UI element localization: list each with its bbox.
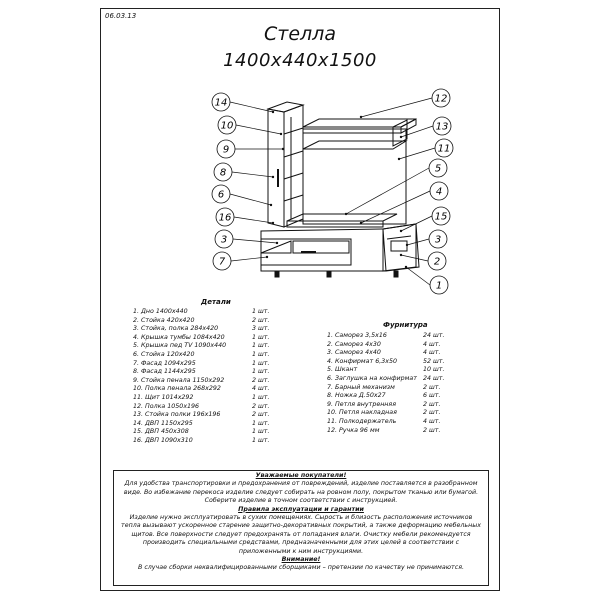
document-code: 06.03.13 [105, 12, 137, 20]
callout-dot [272, 111, 274, 113]
detail-name: 2. Стойка 420х420 [133, 316, 195, 324]
detail-name: 8. Фасад 1144х295 [133, 368, 196, 376]
hardware-qty: 2 шт. [423, 426, 441, 434]
detail-row [133, 394, 283, 403]
hardware-name: 4. Конфирмат 6,3х50 [327, 357, 397, 365]
detail-name: 3. Стойка, полка 284х420 [133, 325, 219, 333]
hardware-qty: 6 шт. [423, 392, 441, 400]
callout-number: 3 [220, 234, 228, 246]
callout-leader [234, 217, 273, 223]
detail-qty: 2 шт. [252, 402, 270, 410]
pencil-shelf-1 [284, 128, 303, 134]
detail-qty: 1 шт. [252, 342, 270, 350]
detail-name: 13. Стойка полки 196х196 [133, 411, 221, 419]
pencil-shelf-2 [284, 151, 303, 157]
instruction-sheet [100, 8, 500, 591]
callout-number: 13 [435, 121, 449, 133]
callout-number: 2 [433, 256, 441, 268]
detail-row [133, 360, 283, 369]
detail-qty: 1 шт. [252, 419, 270, 427]
notes-box [113, 470, 489, 586]
leg-3 [394, 271, 398, 277]
callout-leader [230, 102, 273, 112]
hardware-qty: 52 шт. [423, 357, 445, 365]
callout-dot [276, 242, 278, 244]
side-box-shelf [387, 236, 411, 239]
product-title: Стелла [264, 23, 336, 45]
hardware-row [327, 418, 479, 427]
detail-qty: 2 шт. [252, 411, 270, 419]
hardware-title: Фурнитура [383, 321, 428, 329]
hardware-row [327, 384, 479, 393]
hardware-name: 1. Саморез 3,5х16 [327, 332, 387, 339]
hardware-qty: 2 шт. [423, 409, 441, 417]
detail-qty: 1 шт. [252, 436, 270, 444]
hardware-row [327, 349, 479, 358]
detail-name: 16. ДВП 1090х310 [133, 436, 193, 444]
leg-2 [327, 271, 331, 277]
detail-name: 15. ДВП 450х308 [133, 428, 189, 436]
hardware-row [327, 341, 479, 350]
hardware-row [327, 427, 479, 436]
hardware-row [327, 366, 479, 375]
hardware-list [327, 332, 479, 435]
detail-qty: 1 шт. [252, 350, 270, 358]
callout-leader [399, 148, 435, 159]
hardware-qty: 4 шт. [423, 340, 441, 348]
callout-number: 8 [219, 167, 227, 179]
detail-row [133, 428, 283, 437]
upper-shelf-front [303, 127, 401, 133]
callout-dot [280, 133, 282, 135]
hardware-name: 2. Саморез 4х30 [327, 340, 381, 348]
hardware-row [327, 375, 479, 384]
side-box [383, 224, 416, 271]
details-title: Детали [201, 298, 231, 306]
callout-dot [282, 148, 284, 150]
notes-paragraph-transport: Для удобства транспортировки и предохранения от повреждений, изделие поставляется в разобранном виде. Во избежание перекоса изделие следует собирать на ровном полу, покрытом тканью или бумагой. Соберите изделие в точном соответствии с инструкцией. [123, 480, 479, 505]
detail-name: 10. Полка пенала 268х292 [133, 385, 221, 393]
pencil-shelf-3 [284, 173, 303, 179]
leg-1 [275, 271, 279, 277]
callout-leader [407, 239, 429, 245]
hardware-row [327, 332, 479, 341]
back-shield [303, 129, 406, 224]
hardware-qty: 24 шт. [423, 332, 445, 339]
callout-number: 5 [434, 163, 442, 175]
hardware-qty: 4 шт. [423, 417, 441, 425]
hardware-name: 5. Шкант [327, 366, 358, 374]
detail-qty: 1 шт. [252, 359, 270, 367]
details-list [133, 308, 283, 446]
product-dimensions: 1400х440х1500 [223, 50, 377, 71]
callout-leader [361, 98, 432, 117]
callout-dot [270, 204, 272, 206]
detail-qty: 1 шт. [252, 333, 270, 341]
notes-content [114, 471, 488, 574]
detail-qty: 1 шт. [252, 428, 270, 436]
detail-name: 11. Щит 1014х292 [133, 393, 194, 401]
detail-row [133, 377, 283, 386]
hardware-qty: 4 шт. [423, 349, 441, 357]
detail-qty: 1 шт. [252, 393, 270, 401]
callout-dot [345, 213, 347, 215]
callout-leader [230, 194, 271, 205]
detail-row [133, 351, 283, 360]
detail-qty: 3 шт. [252, 325, 270, 333]
hardware-row [327, 358, 479, 367]
callout-number: 10 [220, 120, 234, 132]
detail-qty: 2 шт. [252, 316, 270, 324]
callout-dot [398, 158, 400, 160]
callout-dot [400, 136, 402, 138]
hardware-row [327, 409, 479, 418]
detail-name: 5. Крышка пед TV 1090х440 [133, 342, 227, 350]
hardware-row [327, 401, 479, 410]
detail-name: 6. Стойка 120х420 [133, 350, 195, 358]
callout-leader [233, 239, 277, 243]
detail-row [133, 317, 283, 326]
detail-row [133, 308, 283, 317]
callout-number: 6 [217, 189, 225, 201]
hardware-name: 7. Барный механизм [327, 383, 395, 391]
hardware-qty: 2 шт. [423, 400, 441, 408]
detail-row [133, 420, 283, 429]
hardware-name: 6. Заглушка на конфирмат [327, 374, 417, 382]
callout-leader [346, 168, 429, 214]
callout-number: 14 [214, 97, 228, 109]
callout-number: 15 [434, 211, 448, 223]
detail-name: 9. Стойка пенала 1150х292 [133, 376, 225, 384]
callout-leader [232, 172, 273, 177]
upper-shelf-top [303, 119, 416, 127]
hardware-name: 3. Саморез 4х40 [327, 349, 381, 357]
callout-dot [400, 254, 402, 256]
callout-number: 16 [218, 212, 232, 224]
callout-dot [360, 116, 362, 118]
hardware-qty: 24 шт. [423, 374, 445, 382]
callout-leader [401, 255, 428, 261]
detail-name: 1. Дно 1400х440 [133, 308, 188, 315]
pencil-case-front [268, 109, 284, 227]
callout-number: 9 [222, 144, 230, 156]
detail-row [133, 325, 283, 334]
callout-dot [266, 256, 268, 258]
detail-name: 12. Полка 1050х196 [133, 402, 200, 410]
hardware-qty: 2 шт. [423, 383, 441, 391]
side-box-inner [391, 241, 407, 251]
detail-name: 7. Фасад 1094х295 [133, 359, 196, 367]
callout-number: 7 [218, 256, 226, 268]
cabinet-body [261, 224, 419, 271]
notes-heading-rules: Правила эксплуатации и гарантии [238, 505, 364, 513]
hardware-row [327, 392, 479, 401]
notes-heading-customers: Уважаемые покупатели! [255, 472, 347, 479]
detail-row [133, 437, 283, 446]
notes-paragraph-warning: В случае сборки неквалифицированными сборщиками – претензии по качеству не принимаются. [138, 564, 464, 572]
callout-number: 4 [435, 186, 443, 198]
callout-number: 11 [437, 143, 451, 155]
detail-qty: 1 шт. [252, 308, 270, 315]
notes-heading-attention: Внимание! [281, 556, 321, 564]
callout-leader [361, 191, 430, 223]
callout-dot [360, 222, 362, 224]
callout-number: 3 [434, 234, 442, 246]
callout-dot [272, 176, 274, 178]
callout-leader [406, 267, 430, 285]
pencil-case-side [284, 105, 303, 227]
callout-dot [406, 244, 408, 246]
notes-paragraph-operation: Изделие нужно эксплуатировать в сухих помещениях. Сырость и близость расположения источников тепла вызывают ускоренное старение защитно-декоративных покрытий, а также деформацию мебельных щитов. Все поверхности следует предохранять от попадания влаги. Очистку мебели рекомендуется производить специальными средствами, предназначенными для этих целей в соответствии с приложенными к ним инструкциями. [121, 514, 481, 555]
detail-name: 4. Крышка тумбы 1084х420 [133, 333, 225, 341]
left-callouts [212, 93, 284, 270]
callout-dot [272, 222, 274, 224]
detail-qty: 4 шт. [252, 385, 270, 393]
hardware-name: 10. Петля накладная [327, 409, 397, 417]
assembly-drawing [101, 9, 499, 299]
hardware-name: 8. Ножка Д.50х27 [327, 392, 386, 400]
hardware-name: 12. Ручка 96 мм [327, 426, 380, 434]
detail-qty: 1 шт. [252, 368, 270, 376]
callout-dot [400, 230, 402, 232]
callout-number: 12 [434, 93, 448, 105]
detail-qty: 2 шт. [252, 376, 270, 384]
detail-row [133, 403, 283, 412]
callout-leader [231, 257, 267, 261]
detail-row [133, 411, 283, 420]
callout-dot [405, 266, 407, 268]
hardware-name: 11. Полкодержатель [327, 417, 397, 425]
pencil-shelf-4 [284, 195, 303, 201]
detail-name: 14. ДВП 1150х295 [133, 419, 193, 427]
right-callouts [345, 89, 453, 294]
upper-shelf-side [401, 119, 416, 133]
detail-row [133, 342, 283, 351]
callout-leader [236, 125, 281, 134]
detail-row [133, 368, 283, 377]
detail-row [133, 385, 283, 394]
callout-number: 1 [435, 280, 443, 292]
upper-shelf-lower [303, 141, 406, 149]
hardware-qty: 10 шт. [423, 366, 445, 374]
detail-row [133, 334, 283, 343]
hardware-name: 9. Петля внутренняя [327, 400, 397, 408]
